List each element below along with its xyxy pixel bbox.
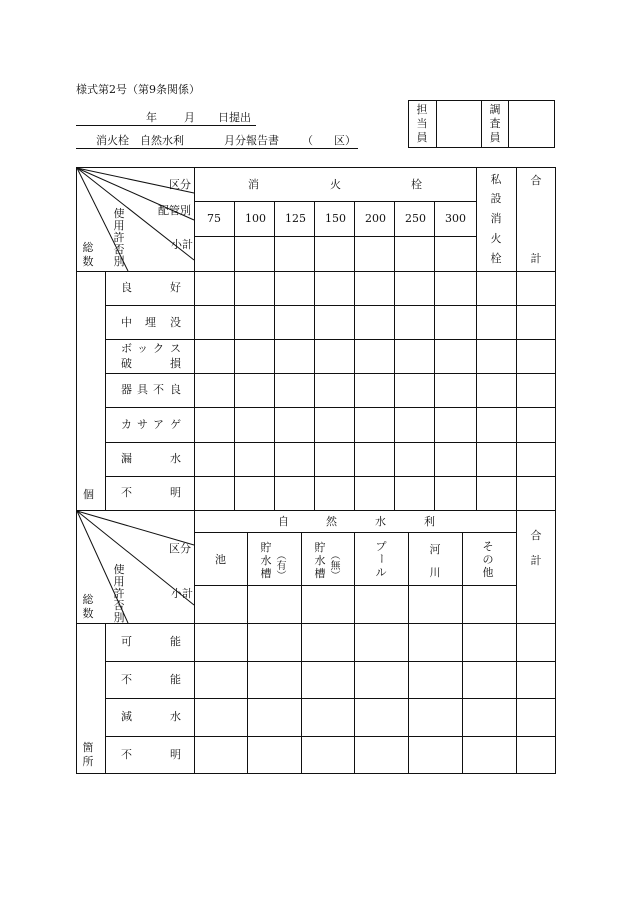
t1-row-kasaage-1: カ	[121, 418, 132, 431]
t1-shiyo-3: 許	[113, 231, 125, 244]
t1-shiyo-2: 用	[113, 219, 125, 232]
t2-col-pool-1: プ	[375, 540, 387, 553]
t2-shiyo-5: 別	[113, 611, 125, 624]
t1-row-kasaage-2: サ	[137, 418, 148, 431]
t1-row-ryoko-2: 好	[170, 281, 181, 294]
t2-shiyo-2: 用	[113, 575, 125, 588]
t1-group-char-1: 消	[248, 178, 259, 191]
stamp-tanto-3: 員	[416, 131, 428, 144]
t1-private-4: 火	[490, 232, 502, 245]
t2-col-chosui-mu-2: 水	[314, 554, 326, 567]
t1-private-1: 私	[490, 173, 502, 186]
stamp-chosa-1: 調	[489, 103, 501, 116]
t1-private-5: 栓	[490, 252, 502, 265]
t1-total-1: 合	[530, 174, 542, 187]
t1-pipe-150: 150	[325, 212, 346, 225]
t2-col-chosui-mu-1: 貯	[314, 541, 326, 554]
t2-shiyo-3: 許	[113, 587, 125, 600]
t2-col-kasen-1: 河	[429, 543, 441, 556]
t1-pipe-200: 200	[365, 212, 386, 225]
t1-group-char-2: 火	[330, 178, 341, 191]
t2-row-kano-2: 能	[170, 635, 181, 648]
t1-pipe-300: 300	[445, 212, 466, 225]
form-title: 様式第2号（第9条関係）	[76, 83, 200, 96]
t2-unit-1: 箇	[82, 741, 94, 754]
t2-kubun-label: 区分	[169, 542, 191, 555]
ward-label: 区）	[334, 134, 356, 147]
t2-total-2: 計	[530, 554, 542, 567]
t2-sousuu-2: 数	[82, 607, 94, 620]
t1-kubun-label: 区分	[169, 178, 191, 191]
t1-pipe-125: 125	[285, 212, 306, 225]
t2-group-char-2: 然	[326, 515, 337, 528]
t2-row-gensui-1: 減	[121, 710, 132, 723]
t1-shokei-label: 小計	[171, 238, 193, 251]
t2-row-fumei-2: 明	[170, 748, 181, 761]
t1-row-kigu-1: 器	[121, 383, 132, 396]
t1-row-hason-2: 損	[170, 357, 181, 370]
t1-haikan-label: 配管別	[158, 204, 191, 217]
t1-row-box-4: ス	[170, 342, 181, 355]
t2-row-kano-1: 可	[121, 635, 132, 648]
t1-shiyo-4: 否	[113, 243, 125, 256]
t1-shiyo-1: 使	[113, 207, 125, 220]
t2-col-chosui-yu-3: 槽	[260, 567, 272, 580]
t1-row-kasaage-4: ゲ	[170, 418, 181, 431]
date-day-submit-label: 日提出	[218, 111, 251, 124]
t1-row-rosui-1: 漏	[121, 452, 132, 465]
date-year-label: 年	[146, 111, 157, 124]
t1-row-box-3: ク	[153, 342, 164, 355]
t2-unit-2: 所	[82, 755, 94, 768]
subject-natural-water: 自然水利	[140, 134, 184, 147]
t1-unit-ko: 個	[83, 488, 94, 501]
t2-col-chosui-yu-1: 貯	[260, 541, 272, 554]
t2-shokei-label: 小計	[171, 587, 193, 600]
t2-col-kasen-2: 川	[429, 566, 441, 579]
stamp-tanto-2: 当	[416, 117, 428, 130]
date-month-label: 月	[184, 111, 195, 124]
t1-row-kigu-3: 不	[153, 383, 164, 396]
t1-row-chumaibotsu-3: 没	[170, 316, 181, 329]
monthly-report-label: 月分報告書	[224, 134, 279, 147]
t2-row-funo-2: 能	[170, 673, 181, 686]
t2-col-sonota-2: の	[482, 553, 494, 566]
t2-row-funo-1: 不	[121, 673, 132, 686]
t2-col-sonota-1: そ	[482, 540, 494, 553]
t1-pipe-100: 100	[245, 212, 266, 225]
t1-pipe-250: 250	[405, 212, 426, 225]
t2-row-fumei-1: 不	[121, 748, 132, 761]
t1-row-fumei-1: 不	[121, 486, 132, 499]
stamp-chosa-2: 査	[489, 117, 501, 130]
t1-private-2: 設	[490, 192, 502, 205]
t2-shiyo-1: 使	[113, 563, 125, 576]
t2-col-ike: 池	[215, 553, 226, 566]
stamp-chosa-3: 員	[489, 131, 501, 144]
t2-row-gensui-2: 水	[170, 710, 181, 723]
stamp-tanto-1: 担	[416, 103, 428, 116]
t2-sousuu-1: 総	[82, 593, 94, 606]
t1-sousuu-2: 数	[82, 255, 94, 268]
subject-fire-hydrant: 消火栓	[96, 134, 129, 147]
t2-col-chosui-yu-sub: （有）	[274, 550, 285, 580]
t1-sousuu-1: 総	[82, 241, 94, 254]
t1-row-chumaibotsu-2: 埋	[145, 316, 156, 329]
t2-group-char-4: 利	[424, 515, 435, 528]
t2-col-pool-3: ル	[375, 566, 387, 579]
t1-row-kasaage-3: ア	[153, 418, 164, 431]
t1-row-fumei-2: 明	[170, 486, 181, 499]
paren-open: （	[302, 134, 313, 147]
t1-row-kigu-2: 具	[137, 383, 148, 396]
t1-row-box-2: ッ	[137, 342, 148, 355]
t1-group-char-3: 栓	[411, 178, 422, 191]
t1-pipe-75: 75	[207, 212, 221, 225]
t1-total-2: 計	[530, 252, 542, 265]
t2-col-chosui-mu-sub: （無）	[328, 550, 339, 580]
t2-group-char-1: 自	[278, 515, 289, 528]
t2-group-char-3: 水	[375, 515, 386, 528]
t1-private-3: 消	[490, 212, 502, 225]
t2-col-chosui-yu-2: 水	[260, 554, 272, 567]
t1-row-hason-1: 破	[121, 357, 132, 370]
t1-row-ryoko-1: 良	[121, 281, 132, 294]
t1-row-box-1: ボ	[121, 342, 132, 355]
t1-row-rosui-2: 水	[170, 452, 181, 465]
t2-col-pool-2: ー	[375, 553, 388, 564]
t2-col-chosui-mu-3: 槽	[314, 567, 326, 580]
t1-shiyo-5: 別	[113, 255, 125, 268]
t2-total-1: 合	[530, 529, 542, 542]
t2-shiyo-4: 否	[113, 599, 125, 612]
t2-col-sonota-3: 他	[482, 566, 494, 579]
t1-row-chumaibotsu-1: 中	[121, 316, 132, 329]
t1-row-kigu-4: 良	[170, 383, 181, 396]
